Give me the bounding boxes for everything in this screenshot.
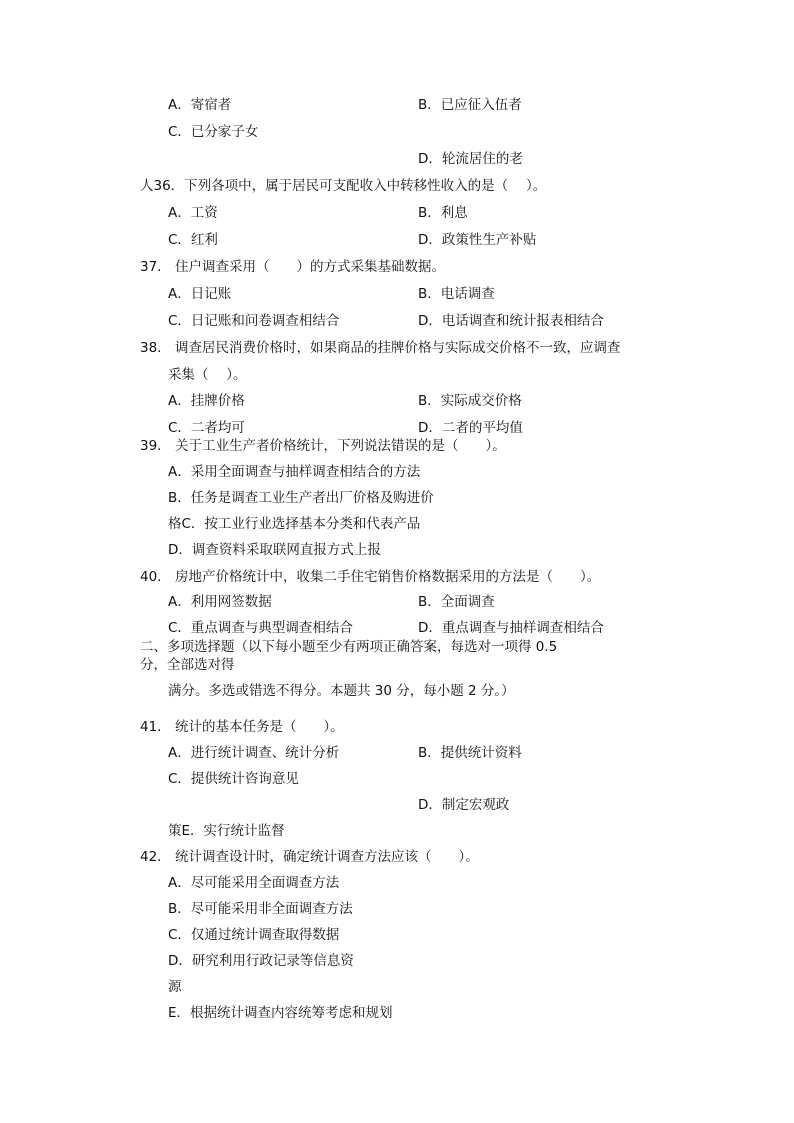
q39-stem: 39. 关于工业生产者价格统计，下列说法错误的是（ ）。 — [140, 438, 506, 454]
q41-option-b: B．提供统计资料 — [418, 745, 522, 761]
q39-option-a: A．采用全面调查与抽样调查相结合的方法 — [168, 464, 421, 480]
q38-stem-line1: 38. 调查居民消费价格时，如果商品的挂牌价格与实际成交价格不一致，应调查 — [140, 340, 621, 356]
q41-option-e: 策E．实行统计监督 — [168, 823, 285, 839]
q38-option-c: C．二者均可 — [168, 420, 245, 436]
q36-option-c: C．红利 — [168, 232, 218, 248]
q35-option-b: B．已应征入伍者 — [418, 97, 522, 113]
q40-stem: 40. 房地产价格统计中，收集二手住宅销售价格数据采用的方法是（ ）。 — [140, 569, 601, 585]
q37-option-a: A．日记账 — [168, 286, 232, 302]
q42-option-a: A．尽可能采用全面调查方法 — [168, 875, 340, 891]
q42-option-c: C．仅通过统计调查取得数据 — [168, 927, 340, 943]
q41-option-a: A．进行统计调查、统计分析 — [168, 745, 340, 761]
q38-option-a: A．挂牌价格 — [168, 393, 245, 409]
q40-option-c: C．重点调查与典型调查相结合 — [168, 620, 353, 636]
q40-option-d: D．重点调查与抽样调查相结合 — [418, 620, 604, 636]
q42-option-b: B．尽可能采用非全面调查方法 — [168, 901, 353, 917]
q39-option-b: B．任务是调查工业生产者出厂价格及购进价 — [168, 490, 434, 506]
section2-heading-line1: 二、多项选择题（以下每小题至少有两项正确答案，每选对一项得 0.5 — [140, 639, 558, 655]
q42-stem: 42. 统计调查设计时，确定统计调查方法应该（ ）。 — [140, 849, 479, 865]
q38-stem-line2: 采集（ ）。 — [168, 367, 247, 383]
q37-stem: 37. 住户调查采用（ ）的方式采集基础数据。 — [140, 259, 445, 275]
q37-option-b: B．电话调查 — [418, 286, 495, 302]
section2-heading-line3: 满分。多选或错选不得分。本题共 30 分，每小题 2 分。） — [168, 683, 515, 699]
q35-option-a: A．寄宿者 — [168, 97, 232, 113]
q38-option-d: D．二者的平均值 — [418, 420, 523, 436]
q41-option-d: D．制定宏观政 — [418, 797, 510, 813]
q42-option-e: E．根据统计调查内容统筹考虑和规划 — [168, 1005, 393, 1021]
q40-option-a: A．利用网签数据 — [168, 594, 272, 610]
q36-option-d: D．政策性生产补贴 — [418, 232, 537, 248]
q36-stem: 人36．下列各项中，属于居民可支配收入中转移性收入的是（ ）。 — [140, 178, 547, 194]
q41-stem: 41. 统计的基本任务是（ ）。 — [140, 719, 344, 735]
q41-option-c: C．提供统计咨询意见 — [168, 771, 299, 787]
q37-option-c: C．日记账和问卷调查相结合 — [168, 313, 340, 329]
q42-option-d: D．研究利用行政记录等信息资 — [168, 953, 354, 969]
q37-option-d: D．电话调查和统计报表相结合 — [418, 313, 604, 329]
q38-option-b: B．实际成交价格 — [418, 393, 522, 409]
q39-option-d: D．调查资料采取联网直报方式上报 — [168, 542, 381, 558]
q40-option-b: B．全面调查 — [418, 594, 495, 610]
section2-heading-line2: 分，全部选对得 — [140, 657, 235, 673]
q35-option-c: C．已分家子女 — [168, 124, 259, 140]
q36-option-b: B．利息 — [418, 205, 468, 221]
q35-option-d: D．轮流居住的老 — [418, 151, 523, 167]
q36-option-a: A．工资 — [168, 205, 218, 221]
q39-option-c: 格C．按工业行业选择基本分类和代表产品 — [168, 516, 421, 532]
q42-option-d-continuation: 源 — [168, 979, 182, 995]
